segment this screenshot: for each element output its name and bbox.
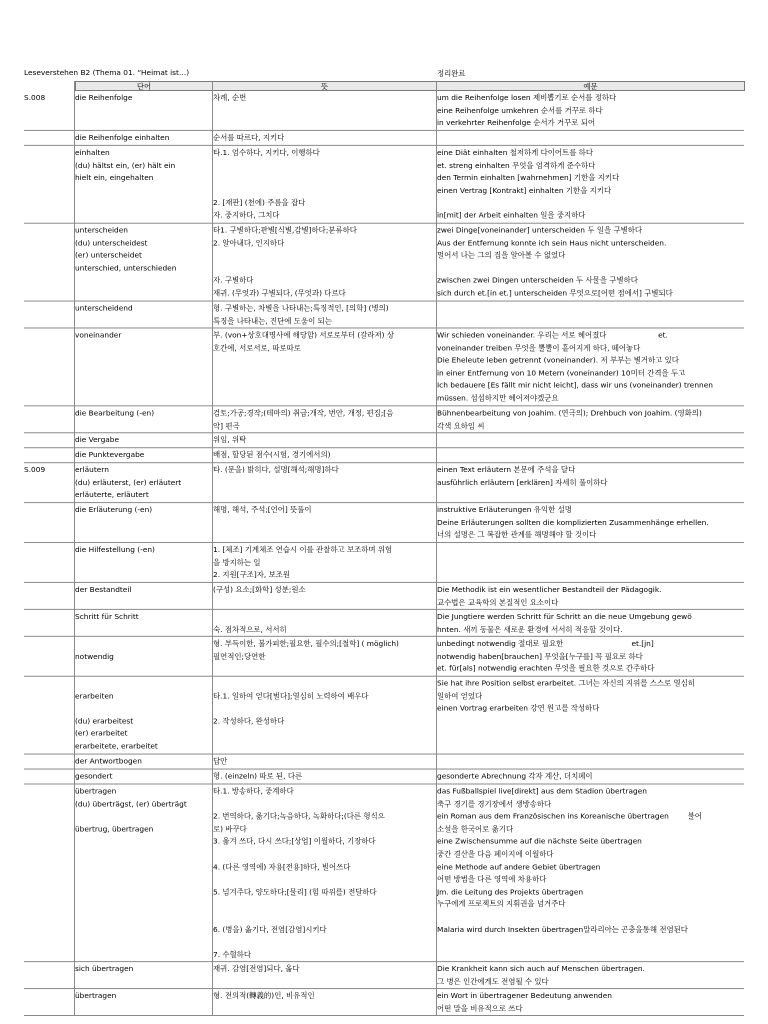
vocabulary-table (24, 91, 744, 1016)
row-word: sich übertragen (75, 964, 134, 974)
table-row (24, 433, 744, 448)
row-example: einen Text erläutern 본문에 주석을 달다 ausführlich erläutern [erklären] 자세히 풀이하다 (437, 465, 608, 487)
row-word: unterscheidend (75, 303, 133, 313)
table-row (24, 755, 744, 770)
status-label: 정리완료 (437, 69, 466, 78)
table-row (24, 543, 744, 583)
row-word: die Vergabe (75, 435, 120, 445)
table-row (24, 302, 744, 329)
row-word: übertragen (75, 991, 117, 1001)
column-header-meaning: 뜻 (212, 81, 437, 91)
column-divider (74, 81, 75, 1016)
table-row (24, 785, 744, 963)
row-word: unterscheiden (du) unterscheidest (er) unterscheidet unterschied, unterschieden (75, 225, 177, 273)
row-word: der Antwortbogen (75, 756, 142, 766)
row-word: voneinander (75, 330, 122, 340)
row-word: erarbeiten (du) erarbeitest (er) erarbeitet erarbeitete, erarbeitet (75, 691, 158, 751)
row-example: Die Krankheit kann sich auch auf Menschen übertragen. 그 병은 인간에게도 전염될 수 있다 (437, 964, 645, 986)
row-meaning: 부. (von+상호대명사에 해당함) 서로로부터 (갈라져) 상 호간에, 서로서로, 따로따로 (213, 330, 395, 353)
table-row (24, 610, 744, 637)
table-row (24, 989, 744, 1016)
row-meaning: 타.1. 일하여 얻다[벌다];열심히 노력하여 배우다 2. 작성하다, 완성하다 (213, 691, 369, 726)
row-meaning: 1. [체조] 기계체조 연습시 이를 관찰하고 보조하며 위험 을 방지하는 일 2. 지원[구조]자, 보조원 (213, 545, 393, 580)
row-example: instruktive Erläuterungen 유익한 설명 Deine Erläuterungen sollten die komplizierten Zusammenhänge erhellen. 너의 설명은 그 복잡한 관계를 해명해야 할 것이다 (437, 505, 709, 540)
row-example: um die Reihenfolge losen 제비뽑기로 순서를 정하다 eine Reihenfolge umkehren 순서를 거꾸로 하다 in verkehrter Reihenfolge 순서가 거꾸로 되어 (437, 92, 617, 128)
row-meaning: 재귀. 감염[전염]되다, 옮다 (213, 964, 300, 974)
row-meaning: 형. 전의적(轉義的)인, 비유적인 (213, 991, 315, 1001)
table-row (24, 770, 744, 785)
row-word: die Erläuterung (-en) (75, 505, 153, 515)
row-example: Die Jungtiere werden Schritt für Schritt an die neue Umgebung gewö hnten. 새끼 동물은 새로운 환경에 서서히 적응할 것이다. (437, 611, 692, 634)
row-example: gesonderte Abrechnung 각자 계산, 더치페이 (437, 771, 593, 781)
row-example: das Fußballspiel live[direkt] aus dem Stadion übertragen 축구 경기를 경기장에서 생방송하다 ein Roman aus dem Französischen ins Koreanische übertragen 불어 소설을 한국어로 옮기다 eine Zwischensumme auf die nächste Seite übertragen 중간 결산을 다음 페이지에 이월하다 eine Methode auf andere Gebiet übertragen 어떤 방법을 다른 영역에 차용하다 Jm. die Leitung des Projekts übertragen 누구에게 프로젝트의 지휘권을 넘겨주다 Malaria wird durch Insekten übertragen말라리아는 곤충을통해 전염된다 (437, 786, 702, 934)
row-word: die Reihenfolge (75, 92, 133, 102)
row-meaning: 배점, 할당된 점수(시험, 경기에서의) (213, 450, 331, 460)
row-word: der Bestandteil (75, 584, 132, 594)
table-row (24, 463, 744, 503)
table-row (24, 583, 744, 610)
column-divider (436, 81, 437, 1016)
row-meaning: 순서를 따르다, 지키다 (213, 132, 285, 142)
column-divider (212, 81, 213, 1016)
row-example: zwei Dinge[voneinander] unterscheiden 두 일을 구별하다 Aus der Entfernung konnte ich sein Haus nicht unterscheiden. 멀어서 나는 그의 집을 알아볼 수 없었다 zwischen zwei Dingen unterscheiden 두 사물을 구별하다 sich durch et.[in et.] unterscheiden 무엇으로[어떤 점에서] 구별되다 (437, 225, 673, 298)
table-row (24, 448, 744, 463)
row-section-id: S.008 (24, 92, 46, 102)
row-example: Wir schieden voneinander. 우리는 서로 헤어졌다 et. voneinander treiben 무엇을 뿔뿔이 흩어지게 하다, 떼어놓다 Die Eheleute leben getrennt (voneinander). 저 부부는 별거하고 있다 in einer Entfernung von 10 Metern (voneinander) 10미터 간격을 두고 Ich bedauere [Es fällt mir nicht leicht], dass wir uns (voneinander) trennen müssen. 섭섭하지만 헤어져야겠군요 (437, 330, 713, 403)
row-word: übertragen (du) überträgst, (er) überträgt übertrug, übertragen (75, 786, 187, 834)
row-word: die Hilfestellung (-en) (75, 545, 155, 554)
row-word: die Reihenfolge einhalten (75, 132, 170, 142)
table-row (24, 677, 744, 755)
document-title: Leseverstehen B2 (Thema 01. “Heimat ist…) (24, 68, 190, 77)
column-header-example: 예문 (436, 81, 745, 91)
row-meaning: 검토;가공;경작;(테마의) 취급;개작, 번안, 개정, 편집;[음 악] 편곡 (213, 408, 394, 430)
column-header-word: 단어 (75, 81, 213, 91)
row-example: eine Diät einhalten 철저하게 다이어트를 하다 et. streng einhalten 무엇을 엄격하게 준수하다 den Termin einhalten [wahrnehmen] 기한을 지키다 einen Vertrag [Kontrakt] einhalten 기한을 지키다 in[mit] der Arbeit einhalten 일을 중지하다 (437, 147, 620, 220)
row-word: die Bearbeitung (-en) (75, 408, 155, 418)
row-meaning: 해명, 해석, 주석;[언어] 뜻풀이 (213, 505, 312, 515)
row-meaning: 차례, 순번 (213, 92, 247, 102)
row-word: die Punktevergabe (75, 450, 145, 460)
table-row (24, 328, 744, 406)
table-row (24, 406, 744, 433)
row-meaning: (구성) 요소;[화학] 성분;원소 (213, 584, 306, 594)
table-row (24, 131, 744, 146)
table-row (24, 962, 744, 989)
row-example: Sie hat ihre Position selbst erarbeitet. 그녀는 자신의 지위를 스스로 열심히 일하여 얻었다 einen Vortrag erarbeiten 강연 원고를 작성하다 (437, 678, 695, 713)
row-meaning: 타.1. 엄수하다, 지키다, 이행하다 2. [재판] (천에) 주름을 잡다 자. 중지하다, 그치다 (213, 147, 320, 220)
row-example: Bühnenbearbeitung von Joahim. (연극의); Drehbuch von Joahim. (영화의) 각색 요하임 씨 (437, 408, 702, 430)
row-meaning: 위임, 위탁 (213, 435, 247, 445)
row-word: einhalten (du) hältst ein, (er) hält ein hielt ein, eingehalten (75, 147, 176, 182)
row-word: Schritt für Schritt (75, 611, 139, 621)
table-row (24, 503, 744, 543)
row-example: Die Methodik ist ein wesentlicher Bestandteil der Pädagogik. 교수법은 교육학의 본질적인 요소이다 (437, 584, 662, 607)
row-meaning: 형. (einzeln) 따로 된, 다른 (213, 771, 303, 781)
row-word: notwendig (75, 651, 114, 661)
row-meaning: 답안 (213, 756, 228, 766)
table-row (24, 91, 744, 131)
row-meaning: 타. (문을) 밝히다, 설명[해석;해명]하다 (213, 465, 339, 475)
table-row (24, 637, 744, 677)
row-word: erläutern (du) erläuterst, (er) erläutert erläuterte, erläutert (75, 465, 182, 500)
row-meaning: 타.1. 방송하다, 중계하다 2. 번역하다, 옮기다;녹음하다, 녹화하다;(다른 형식으 로) 바꾸다 3. 옮겨 쓰다, 다시 쓰다;[상업] 이월하다, 기장하다 4. (다른 영역에) 자용[전용]하다, 빌어쓰다 5. 넘겨주다, 양도하다;[물리] (힘 따위를) 전달하다 6. (병을) 옮기다, 전염[감염]시키다 7. 수혈하다 (213, 786, 385, 959)
row-meaning: 형. 부득이한, 불가피한;필요한, 필수의;[철학] ( möglich) 필연적인;당연한 (213, 638, 399, 661)
row-meaning: 형. 구별하는, 차별을 나타내는;특징적인, [의학] (병의) 특징을 나타내는, 진단에 도움이 되는 (213, 303, 389, 326)
row-example: ein Wort in übertragener Bedeutung anwenden 어떤 말을 비유적으로 쓰다 (437, 991, 612, 1013)
table-row (24, 224, 744, 302)
table-row (24, 146, 744, 224)
row-section-id: S.009 (24, 465, 46, 475)
row-word: gesondert (75, 771, 113, 781)
row-meaning: 숙. 점차적으로, 서서히 (213, 624, 287, 634)
row-example: unbedingt notwendig 절대로 필요한 et.[jn] notwendig haben[brauchen] 무엇을[누구를] 꼭 필요로 하다 et. für[als] notwendig erachten 무엇을 필요한 것으로 간주하다 (437, 638, 655, 673)
row-meaning: 타1. 구별하다;판별[식별,감별]하다;분류하다 2. 알아내다, 인지하다 자. 구별하다 재귀. (무엇과) 구별되다, (무엇과) 다르다 (213, 225, 357, 298)
